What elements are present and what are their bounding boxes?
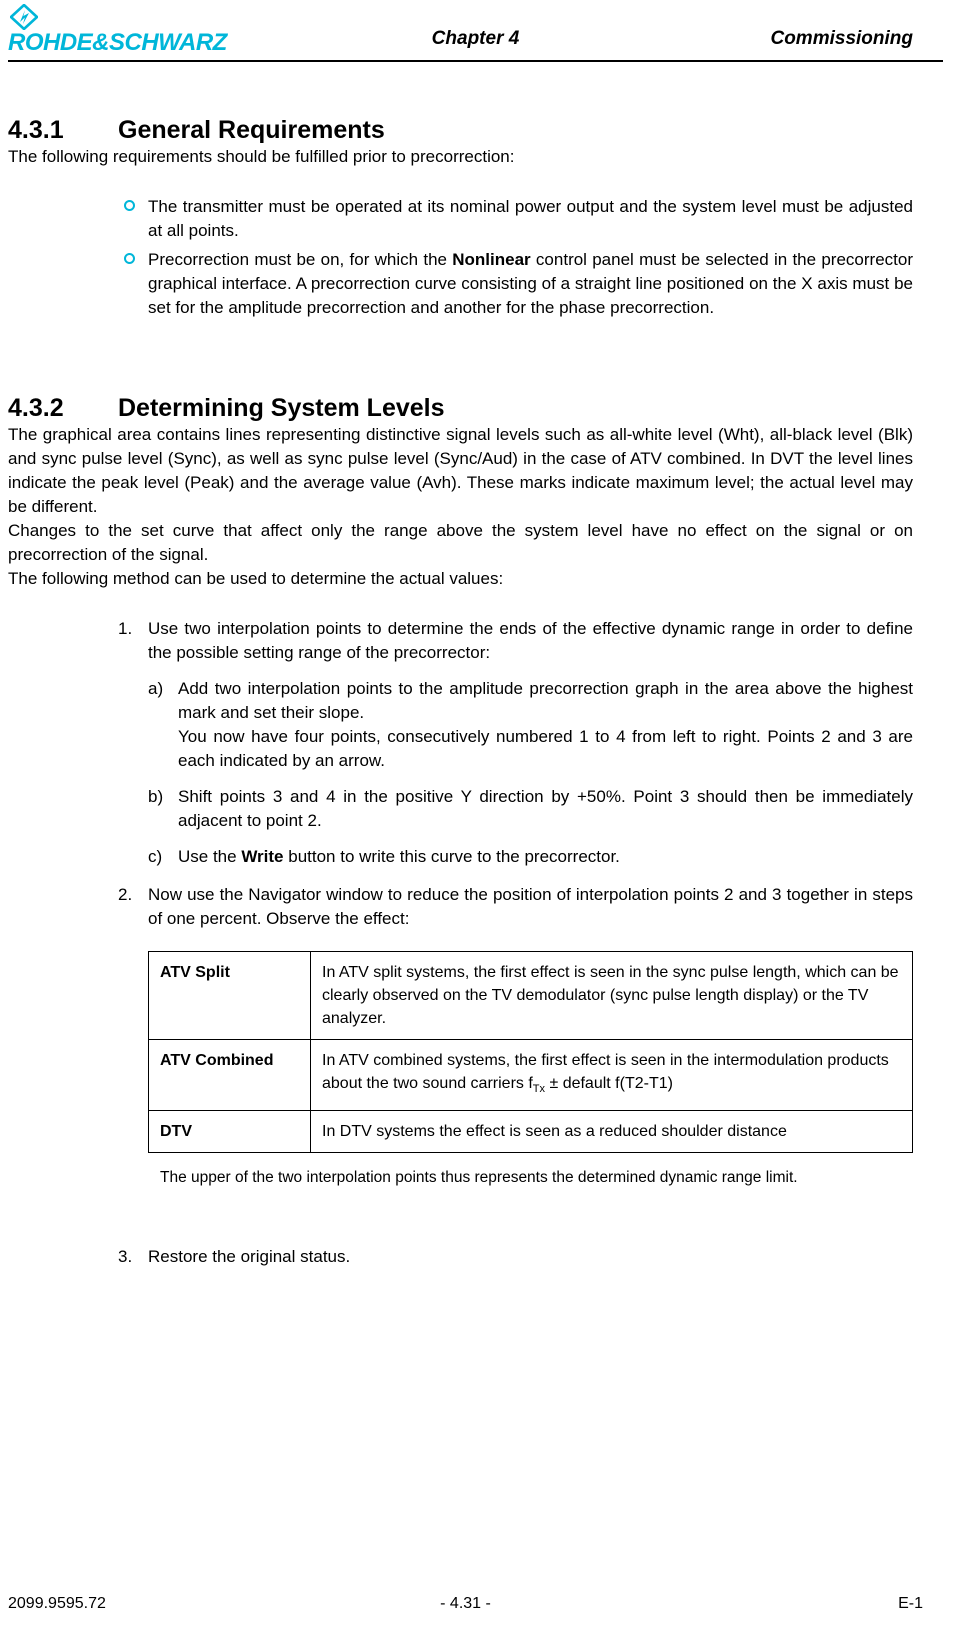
row-text: In ATV combined systems, the first effect is seen in the intermodulation products about the two sound carriers $f_{Tx}$ ± default f(T2-T1) [311,1040,913,1111]
bullet-text: Precorrection must be on, for which the Nonlinear control panel must be selected in the precorrector graphical interface. A precorrection curve consisting of a straight line positioned on the X axis must be set for the amplitude precorrection and another for the phase precorrection. [148,250,913,317]
step-marker: 1. [118,619,133,638]
substep-marker: a) [148,679,164,698]
page-content [0,116,953,1269]
bullet-item [118,195,913,243]
substep-c [148,845,913,869]
table-row-atv-split [149,952,913,1040]
intro-paragraph: The following requirements should be fulfilled prior to precorrection: [8,147,515,166]
row-label: ATV Combined [149,1040,311,1111]
substep-marker: b) [148,787,164,806]
table-note: The upper of the two interpolation points thus represents the determined dynamic range limit. [160,1169,798,1187]
row-label: ATV Split [149,952,311,1040]
paragraph: The graphical area contains lines representing distinctive signal levels such as all-white level (Wht), all-black level (Blk) and sync pulse level (Sync), as well as sync pulse level (Sync/Aud) in the case of ATV combined. In DVT the level lines indicate the peak level (Peak) and the average value (Avh). These marks indicate maximum level; the actual level may be different. [8,425,913,516]
paragraph: The following method can be used to determine the actual values: [8,569,504,588]
substep-continuation: You now have four points, consecutively numbered 1 to 4 from left to right. Points 2 and 3 are each indicated by an arrow. [178,727,913,770]
substep-b [148,785,913,833]
step-marker: 2. [118,885,133,904]
footer-doc-number: 2099.9595.72 [8,1595,106,1612]
running-head-chapter: Chapter 4 [431,28,520,49]
substep-a [148,677,913,773]
paragraph: Changes to the set curve that affect only the range above the system level have no effect on the signal or on precorrection of the signal. [8,521,913,564]
bullet-circle-icon [118,195,148,243]
substep-text: Use the Write button to write this curve to the precorrector. [178,847,620,866]
logo-wordmark: ROHDE&SCHWARZ [8,29,227,56]
page-header [8,0,943,62]
numbered-step-1 [118,617,913,869]
section-number: 4.3.2 [8,394,64,422]
step-text: Restore the original status. [148,1247,351,1267]
requirements-bullet-list [118,195,913,320]
running-head-title: Commissioning [770,28,913,49]
row-text: In ATV split systems, the first effect is seen in the sync pulse length, which can be clearly observed on the TV demodulator (sync pulse length display) or the TV analyzer. [311,952,913,1040]
row-label: DTV [149,1111,311,1153]
step-marker: 3. [118,1247,133,1267]
page-footer [8,1595,923,1613]
numbered-step-3 [118,1245,913,1269]
step-text: Use two interpolation points to determine the ends of the effective dynamic range in order to define the possible setting range of the precorrector: [148,619,913,662]
step-text: Now use the Navigator window to reduce the position of interpolation points 2 and 3 together in steps of one percent. Observe the effect: [148,885,913,928]
rohde-schwarz-logo [8,4,227,55]
table-row-atv-combined [149,1040,913,1111]
substep-marker: c) [148,847,163,866]
bullet-circle-icon [118,248,148,320]
bullet-item [118,248,913,320]
substep-text: Add two interpolation points to the amplitude precorrection graph in the area above the highest mark and set their slope. [178,679,913,722]
effects-table [148,951,913,1153]
numbered-step-2 [118,883,913,1189]
section-title: Determining System Levels [118,394,445,422]
bullet-text: The transmitter must be operated at its nominal power output and the system level must be adjusted at all points. [148,197,913,240]
row-text: In DTV systems the effect is seen as a reduced shoulder distance [311,1111,913,1153]
section-heading-431 [8,116,913,145]
substep-text: Shift points 3 and 4 in the positive Y direction by +50%. Point 3 should then be immediately adjacent to point 2. [178,787,913,830]
section-number: 4.3.1 [8,116,64,144]
logo-emblem-icon [10,4,38,30]
section-heading-432 [8,394,913,423]
footer-page-number: - 4.31 - [440,1595,491,1612]
section-title: General Requirements [118,116,385,144]
table-row-dtv [149,1111,913,1153]
footer-edition: E-1 [898,1595,923,1612]
